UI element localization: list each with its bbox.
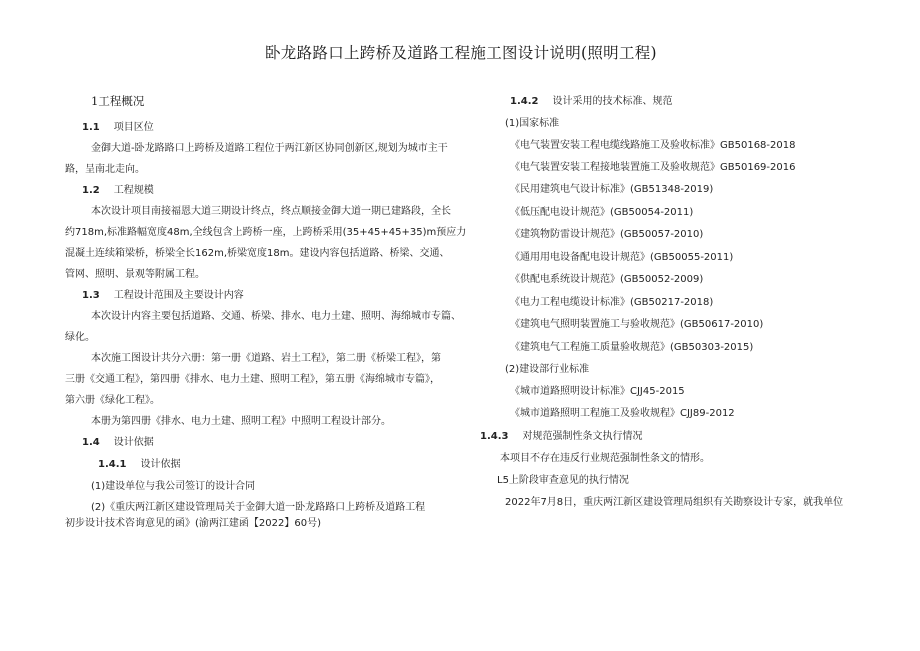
- section-1-4-1-heading: [98, 458, 180, 472]
- basis-item: (1)建设单位与我公司签订的设计合同: [91, 481, 256, 492]
- paragraph-line: 约718m,标准路幅宽度48m,全线包含上跨桥一座，上跨桥采用(35+45+45+35)m预应力: [65, 227, 467, 238]
- standard-item: 《电气装置安装工程接地装置施工及验收规范》GB50169-2016: [510, 162, 796, 173]
- paragraph-line: 路，呈南北走向。: [65, 164, 145, 175]
- section-number: 1.4.3: [480, 431, 509, 442]
- standard-item: 《低压配电设计规范》(GB50054-2011): [510, 207, 694, 218]
- paragraph-line: 本次施工图设计共分六册：第一册《道路、岩土工程》，第二册《桥梁工程》，第: [91, 353, 441, 364]
- standard-item: 《通用用电设备配电设计规范》(GB50055-2011): [510, 252, 734, 263]
- paragraph-line: 绿化。: [65, 332, 95, 343]
- standard-item: 《城市道路照明设计标准》CJJ45-2015: [510, 386, 685, 397]
- page-title: 卧龙路路口上跨桥及道路工程施工图设计说明(照明工程): [265, 44, 657, 62]
- section-1-4-3-heading: [480, 430, 642, 444]
- standard-item: 《电气装置安装工程电缆线路施工及验收标准》GB50168-2018: [510, 140, 796, 151]
- section-title: 设计采用的技术标准、规范: [552, 96, 673, 107]
- paragraph-line: 第六册《绿化工程》。: [65, 395, 160, 406]
- paragraph-line: 2022年7月8日，重庆两江新区建设管理局组织有关勘察设计专家，就我单位: [505, 497, 844, 508]
- section-title: 设计依据: [113, 437, 154, 448]
- standard-item: 《建筑电气工程施工质量验收规范》(GB50303-2015): [510, 342, 754, 353]
- section-number: 1.4.2: [510, 96, 539, 107]
- section-title: 工程设计范围及主要设计内容: [113, 290, 244, 301]
- section-1-2-heading: [82, 184, 154, 198]
- basis-item: (2)《重庆两江新区建设管理局关于金御大道一卧龙路路口上跨桥及道路工程: [91, 502, 426, 513]
- basis-item-continued: 初步设计技术咨询意见的函》(渝两江建函【2022】60号): [65, 518, 321, 529]
- section-1-1-heading: [82, 121, 154, 135]
- standard-item: 《建筑电气照明装置施工与验收规范》(GB50617-2010): [510, 319, 764, 330]
- paragraph-line: 本次设计内容主要包括道路、交通、桥梁、排水、电力土建、照明、海绵城市专篇、: [91, 311, 461, 322]
- section-number: 1.1: [82, 122, 100, 133]
- national-standards-header: (1)国家标准: [505, 118, 560, 129]
- paragraph-line: 金御大道-卧龙路路口上跨桥及道路工程位于两江新区协同创新区,规划为城市主干: [91, 143, 448, 154]
- standard-item: 《电力工程电缆设计标准》(GB50217-2018): [510, 297, 714, 308]
- section-1-4-heading: [82, 436, 154, 450]
- section-title: 工程规模: [113, 185, 154, 196]
- section-1-3-heading: [82, 289, 244, 303]
- paragraph-line: 本册为第四册《排水、电力土建、照明工程》中照明工程设计部分。: [91, 416, 391, 427]
- section-number: 1.2: [82, 185, 100, 196]
- paragraph-line: 本次设计项目南接福恩大道三期设计终点，终点顺接金御大道一期已建路段，全长: [91, 206, 451, 217]
- paragraph-line: 混凝土连续箱梁桥，桥梁全长162m,桥梁宽度18m。建设内容包括道路、桥梁、交通、: [65, 248, 450, 259]
- standard-item: 《民用建筑电气设计标准》(GB51348-2019): [510, 184, 714, 195]
- industry-standards-header: (2)建设部行业标准: [505, 364, 590, 375]
- section-1-heading: 1工程概况: [91, 94, 145, 108]
- standard-item: 《建筑物防雷设计规范》(GB50057-2010): [510, 229, 704, 240]
- section-number: 1.3: [82, 290, 100, 301]
- paragraph-line: 管网、照明、景观等附属工程。: [65, 269, 205, 280]
- section-title: 对规范强制性条文执行情况: [522, 431, 643, 442]
- section-title: 项目区位: [113, 122, 154, 133]
- section-title: 设计依据: [140, 459, 181, 470]
- section-number: 1.4.1: [98, 459, 127, 470]
- section-1-4-2-heading: [510, 95, 672, 109]
- paragraph-line: 三册《交通工程》，第四册《排水、电力土建、照明工程》，第五册《海绵城市专篇》，: [65, 374, 440, 385]
- paragraph-line: 本项目不存在违反行业规范强制性条文的情形。: [500, 453, 710, 464]
- standard-item: 《供配电系统设计规范》(GB50052-2009): [510, 274, 704, 285]
- section-number: 1.4: [82, 437, 100, 448]
- standard-item: 《城市道路照明工程施工及验收规程》CJJ89-2012: [510, 408, 735, 419]
- section-1-5-heading: L5上阶段审查意见的执行情况: [497, 475, 629, 486]
